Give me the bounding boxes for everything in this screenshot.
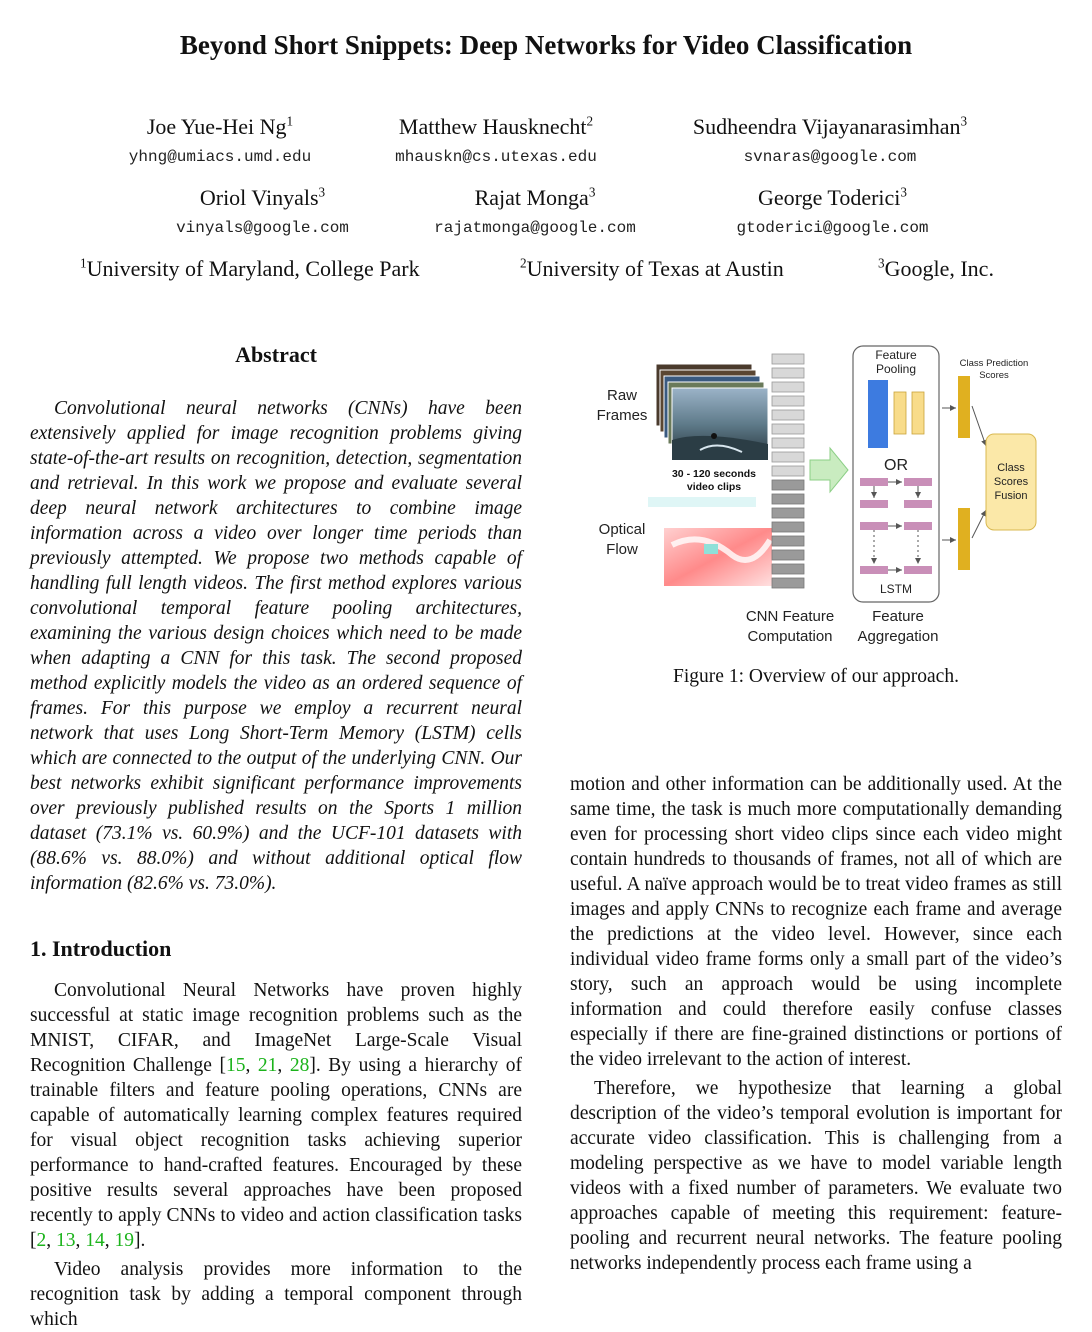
aggregation-box	[853, 346, 939, 602]
arrow-icon	[810, 448, 848, 492]
citation-link[interactable]: 14	[85, 1230, 105, 1251]
author-email: rajatmonga@google.com	[434, 219, 636, 237]
intro-paragraph-2: Video analysis provides more information to the recognition task by adding a temporal component through which	[30, 1259, 522, 1330]
affiliation: $^3$Google, Inc.	[878, 255, 994, 281]
author-block	[130, 185, 395, 237]
abstract-heading: Abstract	[235, 342, 317, 367]
cnn-feature-stack-rgb	[772, 354, 804, 476]
author-block	[405, 185, 665, 237]
intro-paragraph-1: Convolutional Neural Networks have proven highly successful at static image recognition problems such as the MNIST, CIFAR, and ImageNet Large-Scale Visual Recognition Challenge [15, 21, 28]. By using a hierarchy of trainable filters and feature pooling operations, CNNs are capable of automatically learning complex features required for visual object recognition tasks achieving superior performance to hand-crafted features. Encouraged by these positive results several approaches have been proposed recently to apply CNNs to video and action classification tasks [2, 13, 14, 19].	[30, 980, 523, 1251]
fusion-label: Fusion	[994, 490, 1028, 502]
score-bar-flow	[958, 508, 970, 570]
author-sup: 3	[588, 184, 596, 200]
author-name: Sudheendra Vijayanarasimhan	[692, 114, 961, 139]
feature-aggregation-label: Aggregation	[857, 628, 939, 645]
author-block	[90, 114, 350, 166]
fusion-label: Scores	[993, 476, 1029, 488]
author-sup: 1	[286, 113, 294, 129]
class-prediction-label: Class Prediction	[959, 358, 1029, 369]
raw-frames-label: Frames	[596, 407, 648, 424]
intro-paragraph-3: motion and other information can be additionally used. At the same time, the task is much more computationally demanding even for processing short video clips since each video might contain hundreds to thousands of frames, not all of which are useful. A naïve approach would be to treat video frames as still images and apply CNNs to recognize each frame and average the predictions at the video level. However, since each individual video frame forms only a small part of the video’s story, such an approach would be using incomplete information and could therefore easily confuse classes especially if there are fine-grained distinctions or portions of the video irrelevant to the action of interest.	[570, 774, 1062, 1070]
intro-right-column	[570, 772, 1062, 1276]
author-email: gtoderici@google.com	[736, 219, 929, 237]
author-block	[365, 114, 627, 166]
author-email: yhng@umiacs.umd.edu	[128, 148, 312, 166]
lstm-cells	[860, 478, 932, 574]
author-block	[700, 185, 965, 237]
author-name: George Toderici	[757, 185, 901, 210]
class-prediction-label: Scores	[979, 370, 1009, 381]
flow-strip	[648, 497, 756, 507]
pooling-block	[894, 392, 906, 434]
author-email: svnaras@google.com	[743, 148, 917, 166]
optical-flow-label: Flow	[606, 541, 638, 558]
lstm-label: LSTM	[879, 582, 913, 596]
citation-link[interactable]: 13	[56, 1230, 76, 1251]
clips-label: video clips	[686, 481, 742, 493]
or-label: OR	[884, 457, 908, 474]
author-block	[660, 114, 1000, 166]
author-sup: 3	[960, 113, 968, 129]
author-name: Joe Yue-Hei Ng	[146, 114, 287, 139]
score-bar-rgb	[958, 376, 970, 438]
author-name: Matthew Hausknecht	[398, 114, 587, 139]
affiliation: $^1$University of Maryland, College Park	[80, 255, 420, 281]
author-sup: 2	[586, 113, 594, 129]
pooling-block	[868, 380, 888, 448]
paper-title: Beyond Short Snippets: Deep Networks for Video Classification	[179, 30, 913, 60]
abstract-text: Convolutional neural networks (CNNs) have been extensively applied for image recognition problems giving state-of-the-art results on recognition, detection, segmentation and retrieval. In this work we propose and evaluate several deep neural network architectures to combine image information across a video over longer time periods than previously attempted. We propose two methods capable of handling full length videos. The first method explores various convolutional temporal feature pooling architectures, examining the various design choices which need to be made when adapting a CNN for this task. The second proposed method explicitly models the video as an ordered sequence of frames. For this purpose we employ a recurrent neural network that uses Long Short-Term Memory (LSTM) cells which are connected to the output of the underlying CNN. Our best networks exhibit significant performance improvements over previously published results on the Sports 1 million dataset (73.1% vs. 60.9%) and the UCF-101 datasets with (88.6% vs. 88.0%) and without additional optical flow information (82.6% vs. 73.0%).	[30, 398, 522, 894]
author-name: Rajat Monga	[474, 185, 589, 210]
author-sup: 3	[900, 184, 908, 200]
citation-link[interactable]: 15	[225, 1055, 246, 1076]
cnn-computation-label: Computation	[747, 628, 833, 645]
author-name: Oriol Vinyals	[199, 185, 319, 210]
video-frames-stack	[656, 364, 768, 460]
feature-aggregation-label: Feature	[872, 608, 924, 625]
affiliation: $^2$University of Texas at Austin	[520, 255, 784, 281]
abstract-body	[30, 396, 522, 896]
feature-pooling-label: Pooling	[875, 362, 917, 376]
cnn-feature-stack-flow	[772, 480, 804, 588]
optical-flow-label: Optical	[598, 521, 646, 538]
figure-1	[592, 340, 1042, 660]
figure-caption: Figure 1: Overview of our approach.	[673, 666, 959, 687]
approach-diagram	[592, 340, 1042, 660]
feature-pooling-label: Feature	[875, 348, 917, 362]
citation-link[interactable]: 21	[257, 1055, 278, 1076]
author-email: mhauskn@cs.utexas.edu	[395, 148, 597, 166]
cnn-computation-label: CNN Feature	[745, 608, 835, 625]
author-sup: 3	[318, 184, 326, 200]
fusion-label: Class	[997, 462, 1025, 474]
intro-paragraph-4: Therefore, we hypothesize that learning a global description of the video’s temporal evolution is important for accurate video classification. This is challenging from a modeling perspective as we have to model variable length videos with a fixed number of parameters. We evaluate two approaches capable of meeting this requirement: feature-pooling and recurrent neural networks. The feature pooling networks independently process each frame using a	[570, 1078, 1062, 1274]
intro-left-column	[30, 978, 522, 1332]
raw-frames-label: Raw	[606, 387, 638, 404]
clips-label: 30 - 120 seconds	[671, 468, 757, 480]
citation-link[interactable]: 2	[36, 1230, 47, 1251]
citation-link[interactable]: 28	[289, 1055, 310, 1076]
author-email: vinyals@google.com	[176, 219, 349, 237]
pooling-block	[912, 392, 924, 434]
citation-link[interactable]: 19	[114, 1230, 134, 1251]
section-heading: 1. Introduction	[30, 936, 172, 961]
